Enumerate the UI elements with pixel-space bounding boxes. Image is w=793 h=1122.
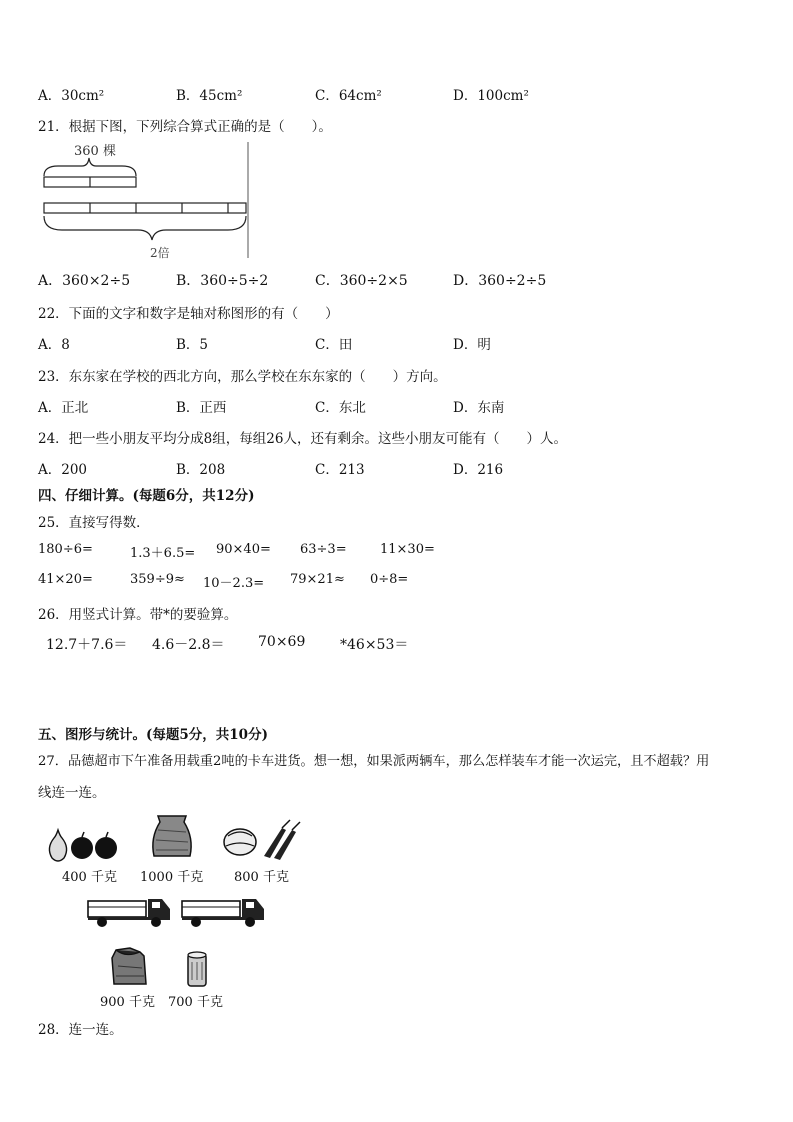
q21-diagram-top-label: 360 棵 <box>74 144 116 159</box>
q23-option-a: A．正北 <box>38 400 89 416</box>
q25-stem: 25．直接写得数． <box>38 515 150 531</box>
q24-stem: 24．把一些小朋友平均分成8组，每组26人，还有剩余。这些小朋友可能有（ ）人。 <box>38 431 567 447</box>
q26-item: 70×69 <box>258 634 306 650</box>
q21-diagram-lines <box>38 140 253 260</box>
q24-option-a: A．200 <box>38 462 88 478</box>
q22-stem: 22．下面的文字和数字是轴对称图形的有（ ） <box>38 306 339 322</box>
goods-label-vegetables: 800 千克 <box>234 870 289 885</box>
q25-row2-item: 79×21≈ <box>290 572 345 587</box>
oil-can-icon <box>184 950 210 990</box>
goods-label-rice: 1000 千克 <box>140 870 204 885</box>
q23-stem: 23．东东家在学校的西北方向，那么学校在东东家的（ ）方向。 <box>38 369 447 385</box>
rice-sack-icon <box>148 810 198 860</box>
q21-option-a: A．360×2÷5 <box>38 273 131 289</box>
q24-option-d: D．216 <box>453 462 504 478</box>
section-5-title: 五、图形与统计。(每题5分，共10分) <box>38 727 268 743</box>
q27-stem-line2: 线连一连。 <box>38 785 106 801</box>
q28-stem: 28．连一连。 <box>38 1022 123 1038</box>
q23-option-b: B．正西 <box>176 400 227 416</box>
q25-row2-item: 41×20= <box>38 572 93 587</box>
q26-stem: 26．用竖式计算。带*的要验算。 <box>38 607 238 623</box>
q24-option-b: B．208 <box>176 462 226 478</box>
flour-bag-icon <box>110 946 150 988</box>
q23-option-d: D．东南 <box>453 400 505 416</box>
q21-stem: 21．根据下图，下列综合算式正确的是（ ）。 <box>38 119 332 135</box>
q21-option-c: C．360÷2×5 <box>315 273 408 289</box>
q25-row1-item: 1.3＋6.5= <box>130 546 196 561</box>
truck-icon <box>180 893 270 929</box>
q25-row2-item: 359÷9≈ <box>130 572 185 587</box>
q20-option-b: B．45cm² <box>176 88 243 104</box>
q22-option-d: D．明 <box>453 337 491 353</box>
fruit-icon <box>46 826 126 866</box>
q25-row1-item: 11×30= <box>380 542 435 557</box>
q24-option-c: C．213 <box>315 462 365 478</box>
q23-option-c: C．东北 <box>315 400 366 416</box>
goods-label-oil: 700 千克 <box>168 995 223 1010</box>
q21-option-b: B．360÷5÷2 <box>176 273 269 289</box>
q21-diagram-bottom-label: 2倍 <box>150 246 170 260</box>
q27-stem-line1: 27．品德超市下午准备用载重2吨的卡车进货。想一想，如果派两辆车，那么怎样装车才能一次运完，且不超载？用 <box>38 754 710 769</box>
q25-row1-item: 180÷6= <box>38 542 93 557</box>
q25-row1-item: 90×40= <box>216 542 271 557</box>
section-4-title: 四、仔细计算。(每题6分，共12分) <box>38 488 255 504</box>
q21-diagram <box>38 140 253 260</box>
q22-option-b: B．5 <box>176 337 209 353</box>
q26-item: *46×53＝ <box>340 637 409 653</box>
q20-option-c: C．64cm² <box>315 88 382 104</box>
q22-option-a: A．8 <box>38 337 70 353</box>
truck-icon <box>86 893 176 929</box>
q25-row1-item: 63÷3= <box>300 542 347 557</box>
goods-label-flour: 900 千克 <box>100 995 155 1010</box>
q20-option-d: D．100cm² <box>453 88 529 104</box>
q20-option-a: A．30cm² <box>38 88 105 104</box>
q21-option-d: D．360÷2÷5 <box>453 273 547 289</box>
vegetables-icon <box>220 818 300 863</box>
q25-row2-item: 0÷8= <box>370 572 409 587</box>
q26-item: 4.6－2.8＝ <box>152 637 225 653</box>
goods-label-fruit: 400 千克 <box>62 870 117 885</box>
q25-row2-item: 10－2.3= <box>203 576 265 591</box>
q26-item: 12.7＋7.6＝ <box>46 637 128 653</box>
q22-option-c: C．田 <box>315 337 353 353</box>
